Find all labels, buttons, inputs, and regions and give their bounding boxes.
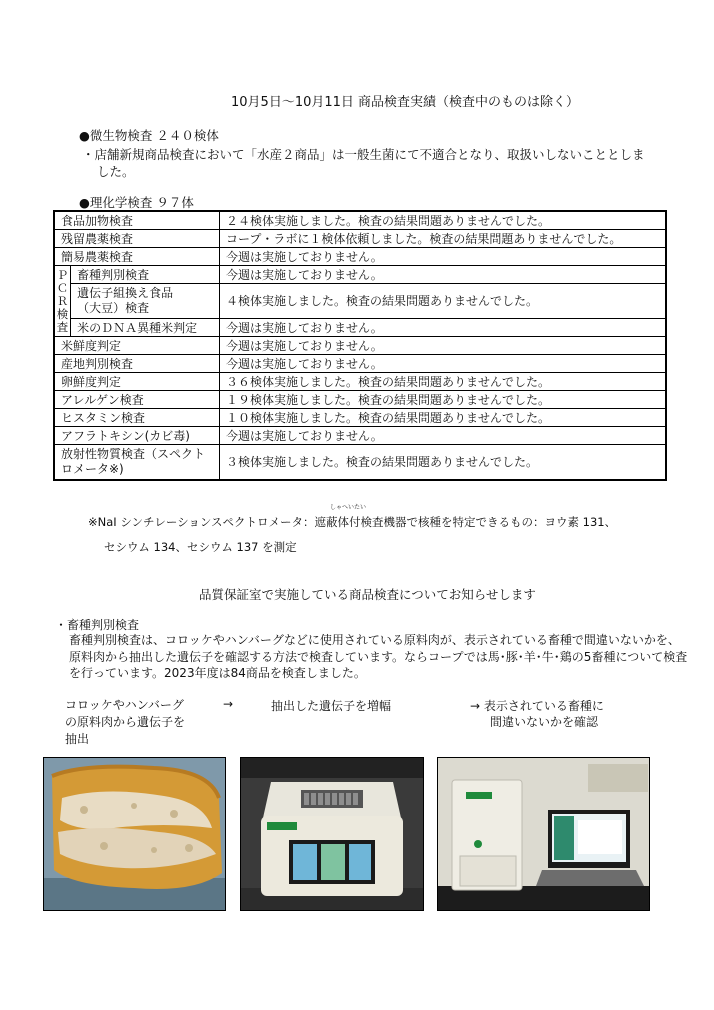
inspection-name-line2: ロメータ※) bbox=[61, 462, 124, 476]
flow-step-1-line2: の原料肉から遺伝子を bbox=[65, 715, 186, 729]
pcr-char: 査 bbox=[56, 319, 69, 334]
flow-arrow-1: → bbox=[223, 697, 234, 711]
inspection-result: 今週は実施しておりません。 bbox=[220, 266, 667, 284]
table-row bbox=[54, 266, 666, 284]
notice-title: 品質保証室で実施している商品検査についてお知らせします bbox=[199, 587, 536, 602]
croquette-image bbox=[44, 758, 225, 910]
inspection-name: 食品加物検査 bbox=[54, 211, 220, 230]
inspection-result: 今週は実施しておりません。 bbox=[220, 427, 667, 445]
inspection-name: 米のＤＮＡ異種米判定 bbox=[71, 319, 220, 337]
pcr-char: 検 bbox=[56, 306, 69, 321]
inspection-result: 今週は実施しておりません。 bbox=[220, 337, 667, 355]
table-row bbox=[54, 230, 666, 248]
pcr-group-label bbox=[54, 266, 71, 337]
thermal-cycler-photo bbox=[240, 757, 424, 911]
notice-paragraph: 畜種判別検査は、コロッケやハンバーグなどに使用されている原料肉が、表示されている畜種で間違いないかを、原料肉から抽出した遺伝子を確認する方法で検査しています。ならコープでは馬･豚･羊･牛･鶏の5畜種について検査を行っています。2023年度は84商品を検査しました。 bbox=[69, 633, 688, 680]
footnote-ruby: しゃへいたい bbox=[330, 504, 367, 511]
inspection-name: 残留農薬検査 bbox=[54, 230, 220, 248]
flow-step-3-line2: 間違いないかを確認 bbox=[490, 715, 599, 729]
thermal-cycler-image bbox=[241, 758, 423, 910]
inspection-result: １９検体実施しました。検査の結果問題ありませんでした。 bbox=[220, 391, 667, 409]
inspection-result: コープ・ラボに１検体依頼しました。検査の結果問題ありませんでした。 bbox=[220, 230, 667, 248]
inspection-table bbox=[53, 210, 667, 481]
inspection-result: ３検体実施しました。検査の結果問題ありませんでした。 bbox=[220, 445, 667, 481]
table-row bbox=[54, 284, 666, 319]
flow-arrow-2-step-3: → 表示されている畜種に bbox=[470, 699, 604, 713]
pcr-char: Ｐ bbox=[56, 267, 69, 282]
inspection-name: 産地判別検査 bbox=[54, 355, 220, 373]
inspection-name: 畜種判別検査 bbox=[71, 266, 220, 284]
table-row bbox=[54, 355, 666, 373]
footnote-line2: セシウム 134、セシウム 137 を測定 bbox=[104, 540, 297, 554]
table-row bbox=[54, 211, 666, 230]
microbial-note-line1: ・店舗新規商品検査において「水産２商品」は一般生菌にて不適合となり、取扱いしないこととしま bbox=[82, 147, 645, 162]
inspection-name: 米鮮度判定 bbox=[54, 337, 220, 355]
inspection-name bbox=[71, 284, 220, 319]
inspection-name bbox=[54, 445, 220, 481]
croquette-photo bbox=[43, 757, 226, 911]
table-row bbox=[54, 337, 666, 355]
table-row bbox=[54, 391, 666, 409]
inspection-name-line1: 遺伝子組換え食品 bbox=[77, 286, 174, 300]
table-row bbox=[54, 427, 666, 445]
pcr-char: Ｃ bbox=[56, 280, 69, 295]
flow-step-2: 抽出した遺伝子を増幅 bbox=[271, 699, 392, 713]
inspection-result: ４検体実施しました。検査の結果問題ありませんでした。 bbox=[220, 284, 667, 319]
inspection-result: 今週は実施しておりません。 bbox=[220, 355, 667, 373]
flow-step-1-line3: 抽出 bbox=[65, 732, 90, 746]
inspection-result: 今週は実施しておりません。 bbox=[220, 248, 667, 266]
inspection-name: 簡易農薬検査 bbox=[54, 248, 220, 266]
inspection-name: ヒスタミン検査 bbox=[54, 409, 220, 427]
page-title: 10月5日～10月11日 商品検査実績（検査中のものは除く） bbox=[231, 95, 580, 110]
table-row bbox=[54, 248, 666, 266]
microbial-note-line2: した。 bbox=[97, 164, 135, 179]
inspection-name-line1: 放射性物質検査（スペクト bbox=[61, 447, 206, 461]
inspection-name: 卵鮮度判定 bbox=[54, 373, 220, 391]
inspection-result: ２４検体実施しました。検査の結果問題ありませんでした。 bbox=[220, 211, 667, 230]
inspection-name-line2: （大豆）検査 bbox=[77, 301, 150, 315]
physchem-heading: ●理化学検査 ９７体 bbox=[79, 195, 194, 210]
table-row bbox=[54, 445, 666, 481]
notice-subheading: ・畜種判別検査 bbox=[55, 618, 140, 632]
table-row bbox=[54, 319, 666, 337]
gel-imager-photo bbox=[437, 757, 650, 911]
inspection-result: １０検体実施しました。検査の結果問題ありませんでした。 bbox=[220, 409, 667, 427]
inspection-name: アレルゲン検査 bbox=[54, 391, 220, 409]
flow-step-1 bbox=[65, 697, 185, 748]
inspection-result: 今週は実施しておりません。 bbox=[220, 319, 667, 337]
footnote-line1: ※NaI シンチレーションスペクトロメータ：遮蔽体付検査機器で核種を特定できるもの：ヨウ素 131、 bbox=[88, 515, 617, 529]
gel-imager-image bbox=[438, 758, 649, 910]
table-row bbox=[54, 373, 666, 391]
flow-step-1-line1: コロッケやハンバーグ bbox=[65, 698, 184, 712]
table-row bbox=[54, 409, 666, 427]
pcr-char: Ｒ bbox=[56, 293, 69, 308]
inspection-result: ３６検体実施しました。検査の結果問題ありませんでした。 bbox=[220, 373, 667, 391]
microbial-heading: ●微生物検査 ２４０検体 bbox=[79, 128, 219, 143]
inspection-name: アフラトキシン(カビ毒) bbox=[54, 427, 220, 445]
